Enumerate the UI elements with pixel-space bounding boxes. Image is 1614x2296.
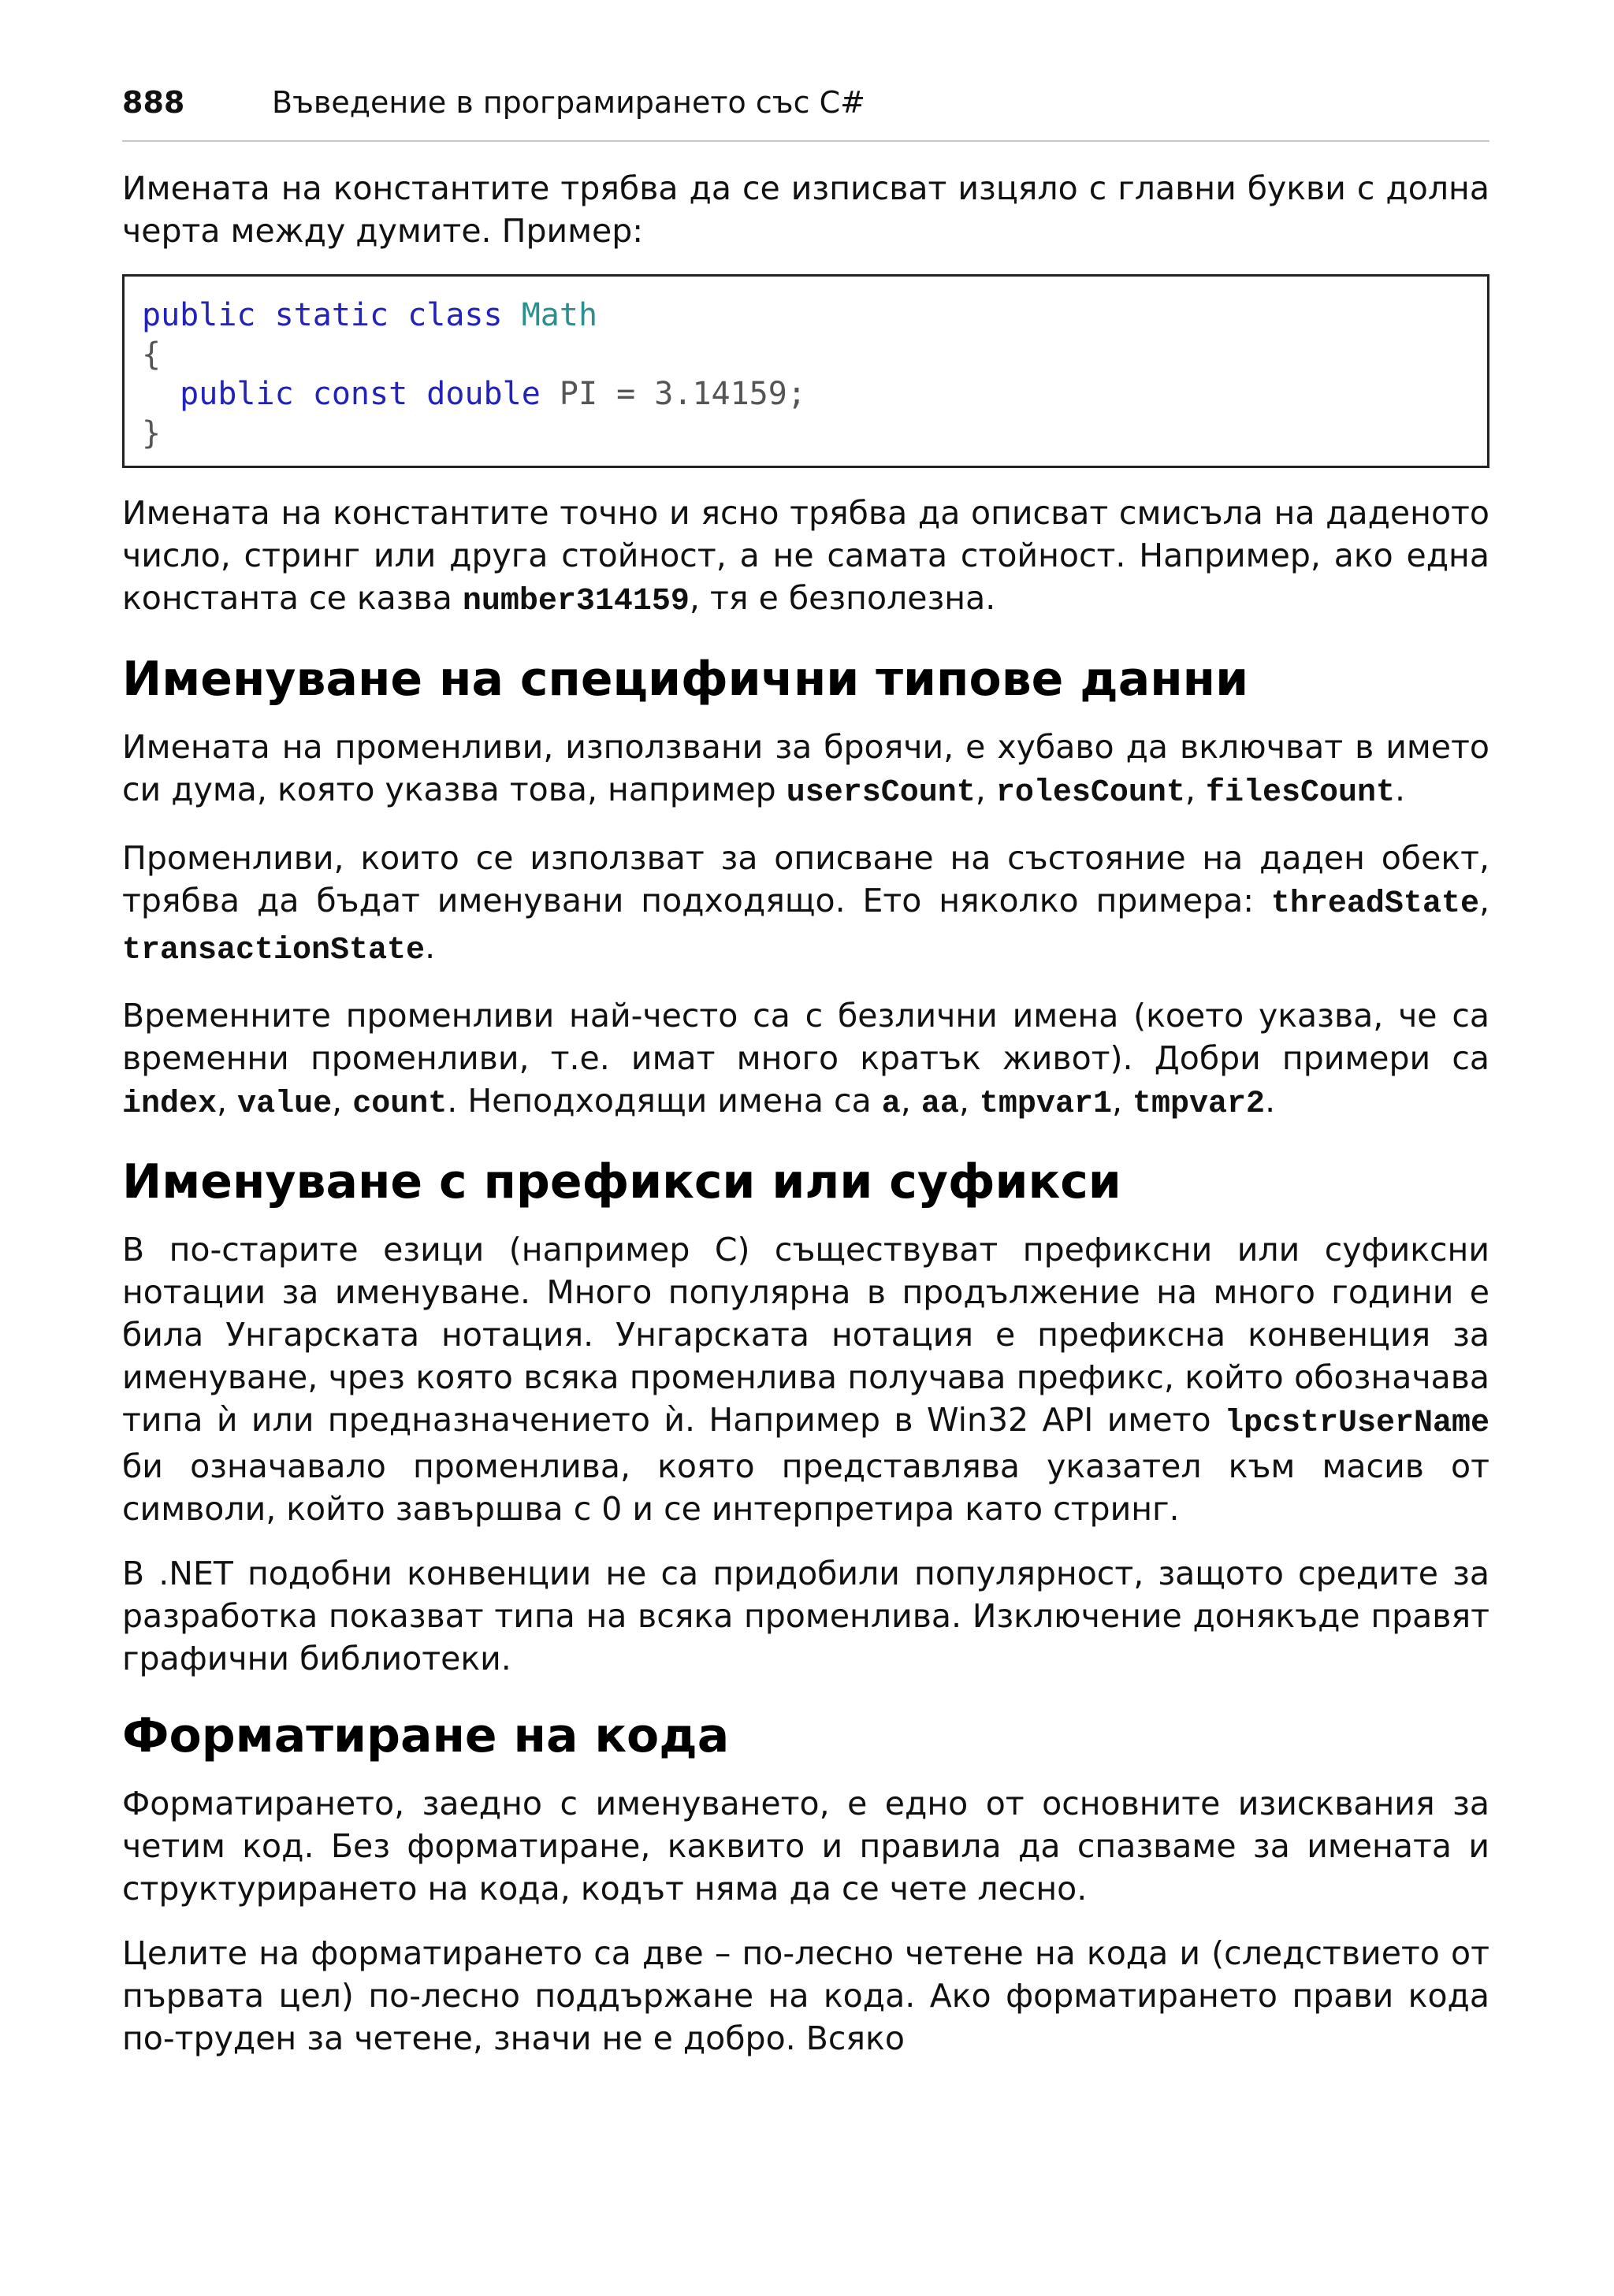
text-run: , [1111, 1082, 1133, 1120]
inline-code: transactionState [122, 933, 426, 968]
section-heading: Именуване с префикси или суфикси [122, 1154, 1121, 1209]
inline-code: threadState [1270, 886, 1479, 922]
inline-code: filesCount [1205, 775, 1395, 811]
paragraph [122, 1228, 1489, 1530]
inline-code: index [122, 1087, 218, 1122]
inline-code: value [237, 1087, 333, 1122]
code-keyword: double [426, 376, 541, 412]
text-run: . [1265, 1082, 1276, 1120]
inline-code: rolesCount [995, 775, 1185, 811]
page-number: 888 [122, 85, 185, 120]
paragraph: В .NET подобни конвенции не са придобили популярност, защото средите за разработка показват типа на всяка променлива. Изключение донякъде правят графични библиотеки. [122, 1555, 1489, 1677]
code-keyword: static [274, 297, 389, 333]
inline-code: tmpvar1 [979, 1087, 1112, 1122]
code-brace: { [142, 336, 162, 373]
paragraph: Целите на форматирането са две – по-лесно четене на кода и (следствието от първата цел) по-лесно поддържане на кода. Ако форматирането прави кода по-труден за четене, значи не е добро. Всяко [122, 1934, 1489, 2057]
text-run: , [1184, 771, 1206, 808]
text-run: . [425, 928, 436, 966]
inline-code: number314159 [462, 584, 690, 619]
text-run: Променливи, които се използват за описване на състояние на даден обект, трябва да бъдат именувани подходящо. Ето няколко примера: [122, 839, 1489, 920]
text-run: . Неподходящи имена са [447, 1082, 882, 1120]
text-run: , [1478, 882, 1489, 920]
inline-code: aa [920, 1087, 959, 1122]
page-content [122, 167, 1489, 2082]
paragraph [122, 492, 1489, 623]
page-header [122, 77, 1489, 142]
text-run: , [975, 771, 996, 808]
code-type-name: Math [521, 297, 598, 333]
text-run: , [332, 1082, 353, 1120]
text-run: В по-старите езици (например C) съществуват префиксни или суфиксни нотации за именуване. Много популярна в продължение на много години е била Унгарската нотация. Унгарската нотация е префиксна конвенция за именуване, чрез която всяка променлива получава префикс, който обозначава типа ѝ или предназначението ѝ. Например в Win32 API името [122, 1231, 1489, 1439]
paragraph [122, 837, 1489, 972]
text-run: Имената на константите точно и ясно трябва да описват смисъла на даденото число, стринг или друга стойност, а не самата стойност. Например, ако една константа се казва [122, 494, 1489, 617]
text-run: , тя е безполезна. [689, 579, 996, 617]
text-run: , [217, 1082, 238, 1120]
paragraph [122, 726, 1489, 815]
section-heading: Именуване на специфични типове данни [122, 652, 1249, 707]
code-keyword: const [312, 376, 408, 412]
book-title: Въведение в програмирането със C# [272, 85, 865, 120]
text-run: Имената на променливи, използвани за броячи, е хубаво да включват в името си дума, която указва това, например [122, 728, 1489, 808]
code-text: PI = 3.14159; [540, 376, 806, 412]
section-heading: Форматиране на кода [122, 1708, 730, 1763]
text-run: , [958, 1082, 980, 1120]
inline-code: a [881, 1087, 901, 1122]
paragraph: Форматирането, заедно с именуването, е едно от основните изисквания за четим код. Без форматиране, каквито и правила да спазваме за имената и структурирането на кода, кодът няма да се чете лесно. [122, 1785, 1489, 1908]
code-keyword: public [142, 297, 256, 333]
text-run: Временните променливи най-често са с безлични имена (което указва, че са временни променливи, т.е. имат много кратък живот). Добри примери са [122, 997, 1489, 1077]
text-run: би означавало променлива, която представлява указател към масив от символи, който завършва с 0 и се интерпретира като стринг. [122, 1447, 1489, 1528]
inline-code: usersCount [786, 775, 976, 811]
text-run: . [1394, 771, 1406, 808]
code-keyword: public [180, 376, 294, 412]
code-keyword: class [407, 297, 503, 333]
inline-code: tmpvar2 [1132, 1087, 1266, 1122]
paragraph [122, 994, 1489, 1126]
inline-code: lpcstrUserName [1224, 1406, 1489, 1441]
code-block [122, 274, 1489, 468]
inline-code: count [352, 1087, 448, 1122]
text-run: , [900, 1082, 921, 1120]
code-brace: } [142, 415, 162, 451]
paragraph: Имената на константите трябва да се изписват изцяло с главни букви с долна черта между думите. Пример: [122, 169, 1489, 250]
